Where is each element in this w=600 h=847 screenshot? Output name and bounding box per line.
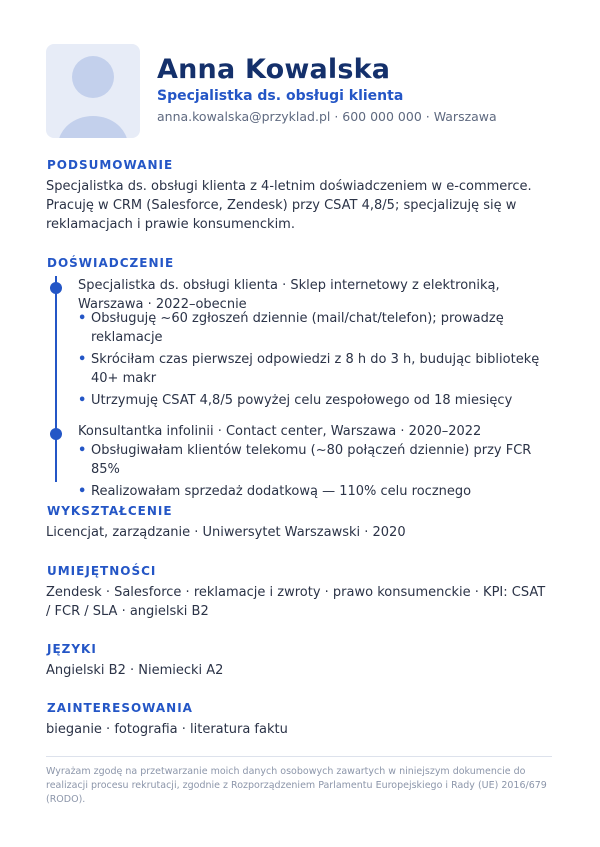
section-title-skills: UMIEJĘTNOŚCI <box>47 564 157 578</box>
contact-line: anna.kowalska@przyklad.pl · 600 000 000 · Warszawa <box>157 109 497 124</box>
list-item: • Obsługuję ~60 zgłoszeń dziennie (mail/chat/telefon); prowadzę reklamacje <box>78 309 558 347</box>
section-title-summary: PODSUMOWANIE <box>47 158 174 172</box>
section-title-experience: DOŚWIADCZENIE <box>47 256 175 270</box>
timeline-line <box>55 276 57 482</box>
avatar-head <box>72 56 114 98</box>
footer-divider <box>46 756 552 757</box>
section-title-languages: JĘZYKI <box>47 642 97 656</box>
list-item: • Utrzymuję CSAT 4,8/5 powyżej celu zespołowego od 18 miesięcy <box>78 391 558 410</box>
list-item: • Realizowałam sprzedaż dodatkową — 110% celu rocznego <box>78 482 558 501</box>
languages-text: Angielski B2 · Niemiecki A2 <box>46 663 224 678</box>
candidate-role: Specjalistka ds. obsługi klienta <box>157 88 404 104</box>
gdpr-consent: Wyrażam zgodę na przetwarzanie moich danych osobowych zawartych w niniejszym dokumencie do realizacji procesu rekrutacji, zgodnie z Rozporządzeniem Parlamentu Europejskiego i Rady (UE) 2016/679 (RODO). <box>46 766 547 805</box>
timeline-dot <box>50 428 62 440</box>
job-heading-1: Specjalistka ds. obsługi klienta · Sklep internetowy z elektroniką, Warszawa · 2022–obecnie <box>78 278 500 312</box>
timeline-dot <box>50 282 62 294</box>
avatar-body <box>58 116 128 138</box>
list-item: • Obsługiwałam klientów telekomu (~80 połączeń dziennie) przy FCR 85% <box>78 441 558 479</box>
candidate-name: Anna Kowalska <box>157 54 391 85</box>
interests-text: bieganie · fotografia · literatura faktu <box>46 722 288 737</box>
job-1-bullets <box>78 309 558 413</box>
job-heading-2: Konsultantka infolinii · Contact center, Warszawa · 2020–2022 <box>78 424 482 439</box>
education-text: Licencjat, zarządzanie · Uniwersytet Warszawski · 2020 <box>46 525 406 540</box>
list-item: • Skróciłam czas pierwszej odpowiedzi z 8 h do 3 h, budując bibliotekę 40+ makr <box>78 350 558 388</box>
skills-text: Zendesk · Salesforce · reklamacje i zwroty · prawo konsumenckie · KPI: CSAT / FCR / SLA · angielski B2 <box>46 585 546 619</box>
job-2-bullets <box>78 441 558 504</box>
avatar-placeholder-icon <box>46 44 140 138</box>
section-title-education: WYKSZTAŁCENIE <box>47 504 173 518</box>
summary-text: Specjalistka ds. obsługi klienta z 4-letnim doświadczeniem w e-commerce. Pracuję w CRM (Salesforce, Zendesk) przy CSAT 4,8/5; specjalizuję się w reklamacjach i prawie konsumenckim. <box>46 179 532 232</box>
section-title-interests: ZAINTERESOWANIA <box>47 701 193 715</box>
